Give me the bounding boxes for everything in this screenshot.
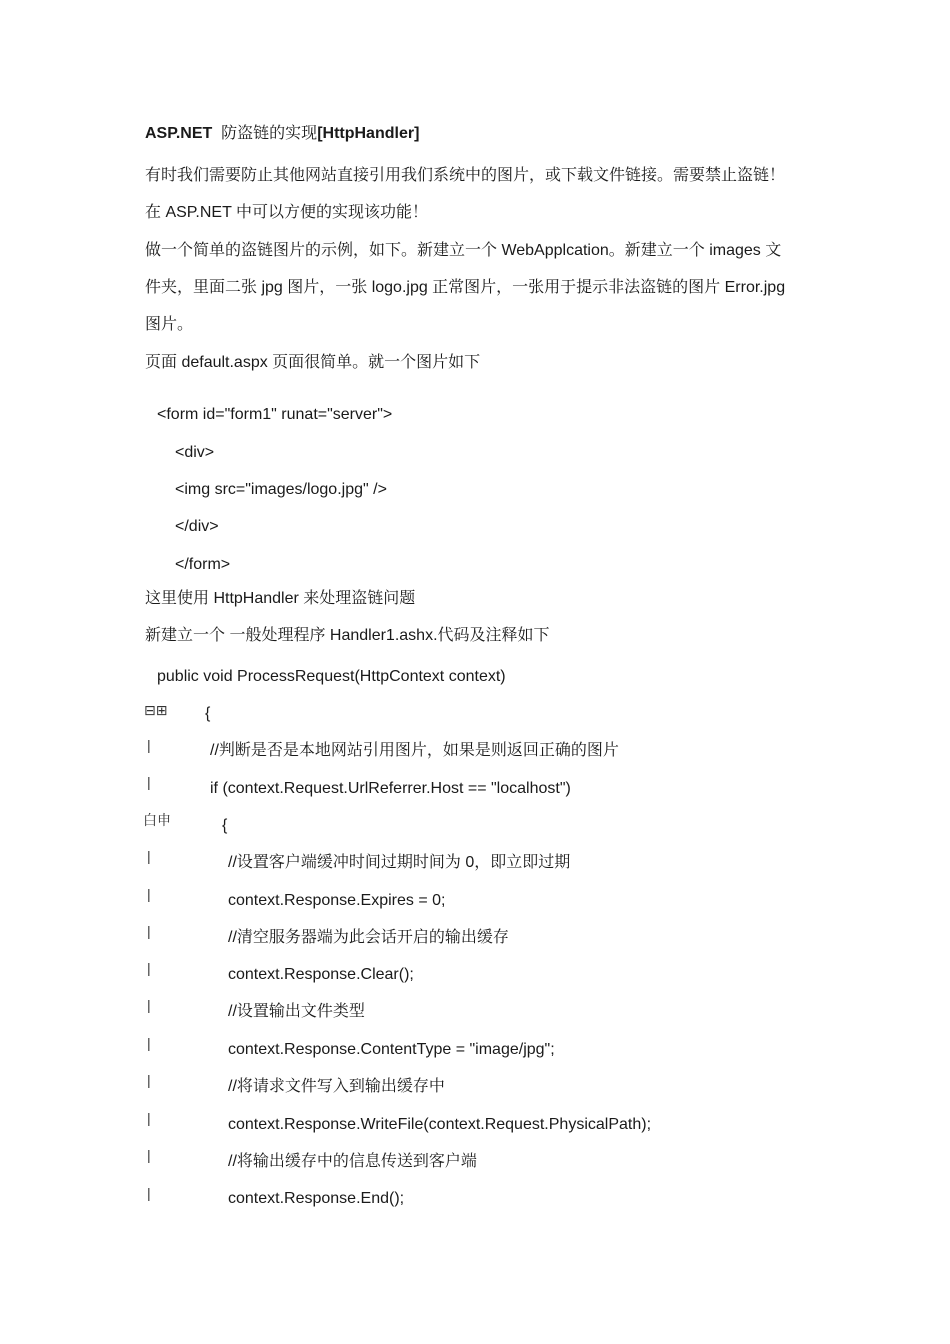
gutter-bar-icon: | [147, 774, 151, 790]
code-line: //设置输出文件类型 [228, 1003, 365, 1020]
gutter-bar-icon: | [147, 997, 151, 1013]
title-prefix: ASP.NET [145, 125, 213, 142]
code-line: </form> [175, 556, 231, 573]
code-line: //将请求文件写入到输出缓存中 [228, 1078, 445, 1095]
code-line: context.Response.End(); [228, 1190, 405, 1207]
fold-marker-icon: ⊟⊞ [144, 702, 168, 718]
code-line: //将输出缓存中的信息传送到客户端 [228, 1153, 477, 1170]
gutter-bar-icon: | [147, 1110, 151, 1126]
fold-marker-icon: 白申 [143, 812, 171, 828]
code-line: <form id="form1" runat="server"> [157, 406, 393, 423]
code-line: { [222, 817, 228, 834]
paragraph: 有时我们需要防止其他网站直接引用我们系统中的图片，或下载文件链接。需要禁止盗链！ [145, 167, 786, 184]
gutter-bar-icon: | [147, 960, 151, 976]
paragraph: 页面 default.aspx 页面很简单。就一个图片如下 [145, 354, 481, 371]
code-line: context.Response.Expires = 0; [228, 892, 446, 909]
paragraph: 这里使用 HttpHandler 来处理盗链问题 [145, 590, 416, 607]
code-line: if (context.Request.UrlReferrer.Host == "localhost") [210, 780, 571, 797]
paragraph: 在 ASP.NET 中可以方便的实现该功能！ [145, 204, 429, 221]
code-line: <div> [175, 444, 215, 461]
code-line: context.Response.WriteFile(context.Request.PhysicalPath); [228, 1116, 652, 1133]
code-line: </div> [175, 518, 219, 535]
code-line: context.Response.Clear(); [228, 966, 414, 983]
code-line: { [205, 705, 211, 722]
code-line: //设置客户端缓冲时间过期时间为 0，即立即过期 [228, 854, 571, 871]
gutter-bar-icon: | [147, 923, 151, 939]
code-line: <img src="images/logo.jpg" /> [175, 481, 387, 498]
page-title [145, 124, 419, 144]
paragraph: 图片。 [145, 316, 194, 333]
code-line: public void ProcessRequest(HttpContext context) [157, 668, 506, 685]
paragraph: 新建立一个 一般处理程序 Handler1.ashx.代码及注释如下 [145, 627, 550, 644]
code-line: //判断是否是本地网站引用图片，如果是则返回正确的图片 [210, 742, 619, 759]
gutter-bar-icon: | [147, 1072, 151, 1088]
gutter-bar-icon: | [147, 1035, 151, 1051]
title-suffix: [HttpHandler] [317, 125, 420, 142]
gutter-bar-icon: | [147, 737, 151, 753]
gutter-bar-icon: | [147, 886, 151, 902]
gutter-bar-icon: | [147, 848, 151, 864]
paragraph: 件夹，里面二张 jpg 图片，一张 logo.jpg 正常图片，一张用于提示非法盗链的图片 Error.jpg [145, 279, 786, 296]
code-line: //清空服务器端为此会话开启的输出缓存 [228, 929, 509, 946]
paragraph: 做一个简单的盗链图片的示例，如下。新建立一个 WebApplcation。新建立一个 images 文 [145, 242, 782, 259]
title-middle: 防盗链的实现 [221, 125, 318, 142]
code-line: context.Response.ContentType = "image/jpg"; [228, 1041, 555, 1058]
gutter-bar-icon: | [147, 1185, 151, 1201]
gutter-bar-icon: | [147, 1147, 151, 1163]
